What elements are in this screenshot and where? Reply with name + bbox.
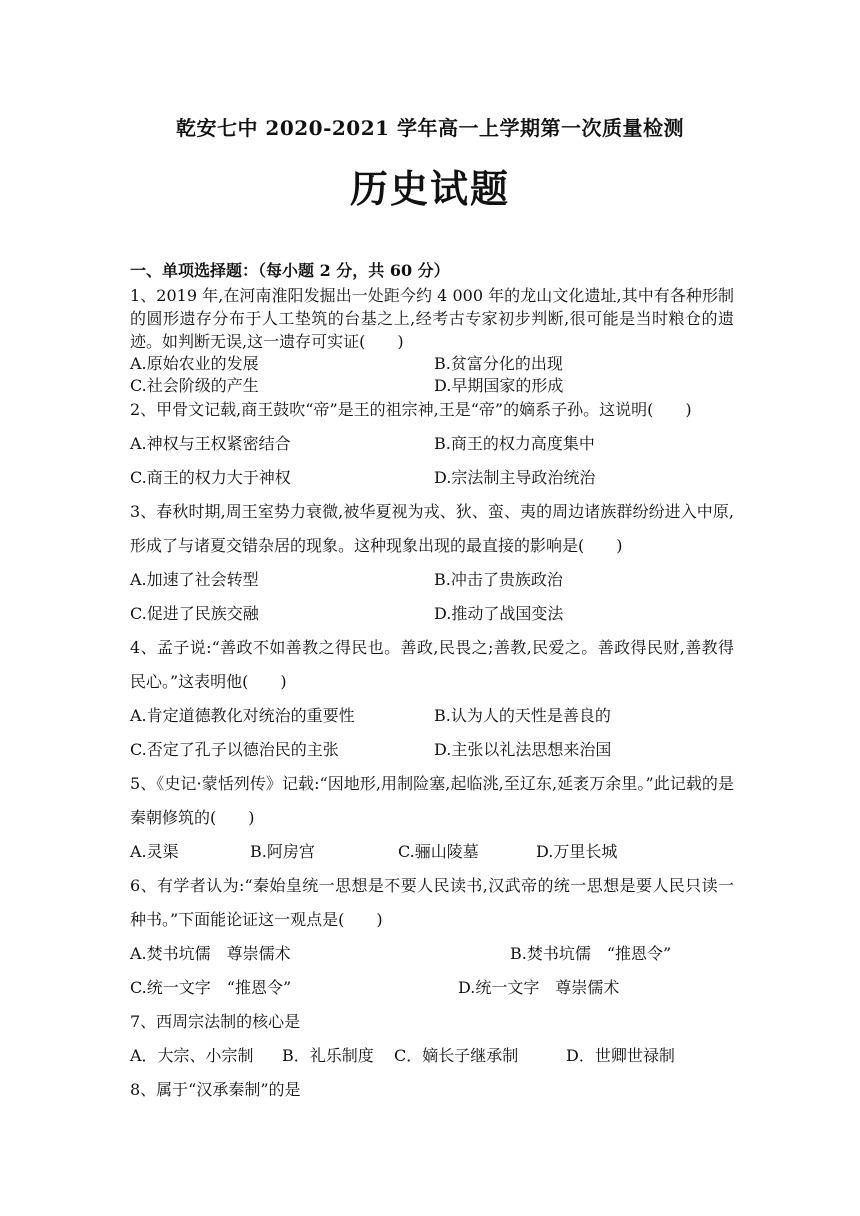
option-d: D.万里长城 [536, 842, 618, 861]
question-stem: 2、甲骨文记载,商王鼓吹“帝”是王的祖宗神,王是“帝”的嫡系子孙。这说明( ) [130, 400, 692, 419]
question-stem: 8、属于“汉承秦制”的是 [130, 1080, 301, 1099]
option-c: C.社会阶级的产生 [130, 376, 259, 395]
question-list [130, 284, 734, 1107]
option-c: C．嫡长子继承制 [394, 1046, 519, 1065]
question-stem: 7、西周宗法制的核心是 [130, 1012, 301, 1031]
option-list [130, 1039, 734, 1073]
section-heading: 一、单项选择题：（每小题 2 分，共 60 分） [130, 261, 450, 280]
option-d: D.统一文字 尊崇儒术 [458, 978, 620, 997]
option-c: C.商王的权力大于神权 [130, 468, 291, 487]
option-a: A．大宗、小宗制 [130, 1046, 254, 1065]
option-b: B．礼乐制度 [282, 1046, 374, 1065]
option-a: A.加速了社会转型 [130, 570, 259, 589]
option-d: D.推动了战国变法 [434, 604, 564, 623]
exam-subject-title: 历史试题 [349, 166, 510, 211]
question-4 [130, 631, 734, 767]
option-d: D.主张以礼法思想来治国 [434, 740, 612, 759]
option-b: B.焚书坑儒 “推恩令” [510, 944, 672, 963]
question-stem: 6、有学者认为:“秦始皇统一思想是不要人民读书,汉武帝的统一思想是要人民只读一种书。”下面能论证这一观点是( ) [130, 876, 734, 929]
option-list [130, 699, 734, 767]
option-a: A.灵渠 [130, 842, 179, 861]
option-b: B.阿房宫 [250, 842, 315, 861]
option-c: C.统一文字 “推恩令” [130, 978, 292, 997]
option-a: A.肯定道德教化对统治的重要性 [130, 706, 355, 725]
question-3 [130, 495, 734, 631]
question-1 [130, 284, 734, 397]
question-stem: 5、《史记·蒙恬列传》记载:“因地形,用制险塞,起临洮,至辽东,延袤万余里。”此记载的是秦朝修筑的( ) [130, 774, 734, 827]
option-b: B.认为人的天性是善良的 [434, 706, 611, 725]
option-b: B.商王的权力高度集中 [434, 434, 595, 453]
option-b: B.贫富分化的出现 [434, 354, 563, 373]
option-c: C.否定了孔子以德治民的主张 [130, 740, 339, 759]
option-list [130, 563, 734, 631]
question-5 [130, 767, 734, 869]
option-d: D.宗法制主导政治统治 [434, 468, 596, 487]
question-6 [130, 869, 734, 1005]
option-d: D．世卿世禄制 [566, 1046, 675, 1065]
option-list [130, 427, 734, 495]
option-c: C.骊山陵墓 [398, 842, 479, 861]
option-list [130, 937, 734, 1005]
option-list [130, 835, 734, 869]
option-a: A.原始农业的发展 [130, 354, 259, 373]
exam-title: 乾安七中 2020-2021 学年高一上学期第一次质量检测 [175, 116, 685, 140]
option-d: D.早期国家的形成 [434, 376, 564, 395]
option-a: A.神权与王权紧密结合 [130, 434, 291, 453]
option-a: A.焚书坑儒 尊崇儒术 [130, 944, 291, 963]
question-stem: 1、2019 年,在河南淮阳发掘出一处距今约 4 000 年的龙山文化遗址,其中有各种形制的圆形遗存分布于人工垫筑的台基之上,经考古专家初步判断,很可能是当时粮仓的遗迹。如判断无误,这一遗存可实证( ) [130, 286, 734, 351]
option-b: B.冲击了贵族政治 [434, 570, 563, 589]
question-8 [130, 1073, 734, 1107]
option-c: C.促进了民族交融 [130, 604, 259, 623]
question-2 [130, 393, 734, 495]
question-stem: 4、孟子说:“善政不如善教之得民也。善政,民畏之;善教,民爱之。善政得民财,善教得民心。”这表明他( ) [130, 638, 734, 691]
question-stem: 3、春秋时期,周王室势力衰微,被华夏视为戎、狄、蛮、夷的周边诸族群纷纷进入中原,形成了与诸夏交错杂居的现象。这种现象出现的最直接的影响是( ) [130, 502, 734, 555]
question-7 [130, 1005, 734, 1073]
option-list [130, 353, 734, 397]
